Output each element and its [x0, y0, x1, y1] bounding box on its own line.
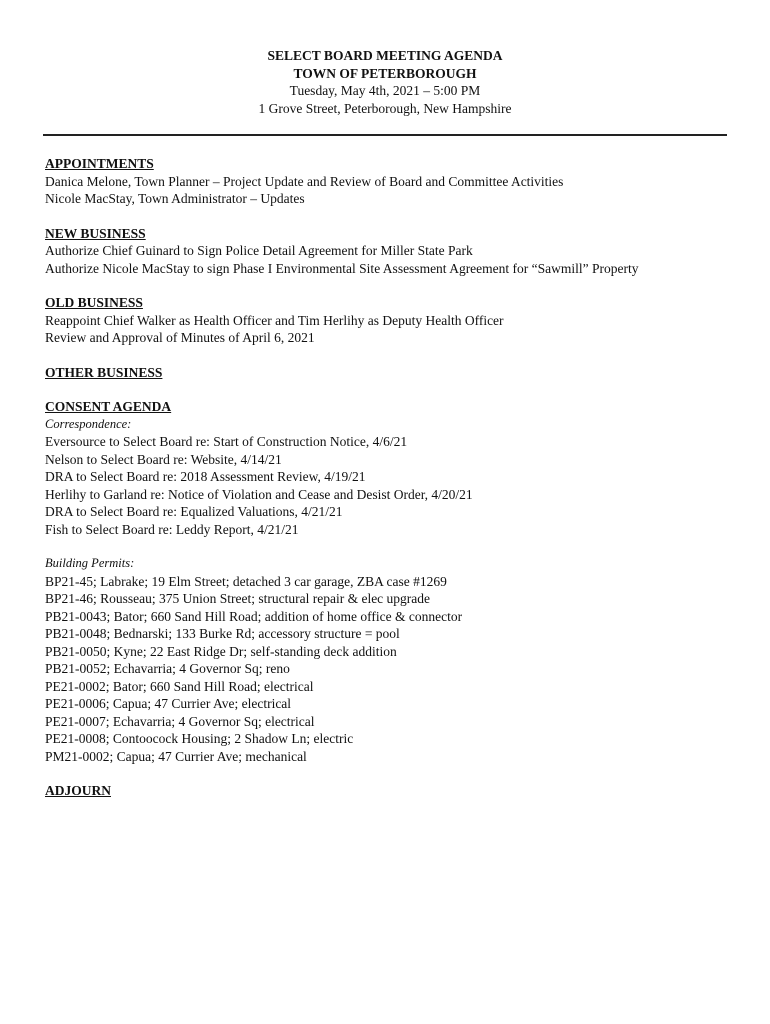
adjourn-heading: ADJOURN [45, 783, 111, 798]
header-divider [43, 134, 727, 136]
other-business-heading: OTHER BUSINESS [45, 364, 163, 380]
list-item: Reappoint Chief Walker as Health Officer and Tim Herlihy as Deputy Health Officer [45, 312, 504, 328]
list-item: PM21-0002; Capua; 47 Currier Ave; mechanical [45, 748, 307, 764]
list-item: PB21-0050; Kyne; 22 East Ridge Dr; self-standing deck addition [45, 643, 397, 659]
list-item: PE21-0007; Echavarria; 4 Governor Sq; electrical [45, 713, 315, 729]
old-business-heading: OLD BUSINESS [45, 295, 143, 310]
list-item: PE21-0002; Bator; 660 Sand Hill Road; electrical [45, 678, 314, 694]
list-item: Nicole MacStay, Town Administrator – Updates [45, 191, 305, 206]
list-item: Fish to Select Board re: Leddy Report, 4/21/21 [45, 521, 299, 537]
list-item: Nelson to Select Board re: Website, 4/14/21 [45, 451, 282, 467]
appointments-heading: APPOINTMENTS [45, 156, 154, 171]
other-business-section [45, 364, 735, 382]
list-item: PB21-0043; Bator; 660 Sand Hill Road; addition of home office & connector [45, 608, 463, 624]
list-item: PE21-0008; Contoocock Housing; 2 Shadow Ln; electric [45, 731, 354, 746]
town-name: TOWN OF PETERBOROUGH [293, 65, 477, 81]
agenda-title: SELECT BOARD MEETING AGENDA [267, 48, 503, 63]
new-business-heading: NEW BUSINESS [45, 225, 146, 241]
meeting-datetime: Tuesday, May 4th, 2021 – 5:00 PM [289, 83, 481, 98]
building-permits-label: Building Permits: [45, 556, 135, 570]
meeting-address: 1 Grove Street, Peterborough, New Hampshire [258, 100, 512, 116]
list-item: Authorize Nicole MacStay to sign Phase I Environmental Site Assessment Agreement for “Sawmill” Property [45, 260, 639, 276]
consent-agenda-section [45, 398, 735, 765]
appointments-section [45, 155, 735, 208]
list-item: PB21-0052; Echavarria; 4 Governor Sq; reno [45, 661, 290, 676]
adjourn-section [45, 782, 735, 800]
list-item: DRA to Select Board re: 2018 Assessment Review, 4/19/21 [45, 469, 366, 484]
consent-agenda-heading: CONSENT AGENDA [45, 399, 172, 414]
list-item: Herlihy to Garland re: Notice of Violation and Cease and Desist Order, 4/20/21 [45, 486, 473, 502]
list-item: DRA to Select Board re: Equalized Valuations, 4/21/21 [45, 504, 343, 519]
agenda-body [45, 155, 735, 817]
correspondence-label: Correspondence: [45, 416, 132, 431]
list-item: PE21-0006; Capua; 47 Currier Ave; electrical [45, 696, 292, 711]
list-item: Review and Approval of Minutes of April 6, 2021 [45, 330, 315, 345]
list-item: Eversource to Select Board re: Start of Construction Notice, 4/6/21 [45, 434, 408, 449]
new-business-section [45, 225, 735, 278]
list-item: BP21-45; Labrake; 19 Elm Street; detached 3 car garage, ZBA case #1269 [45, 573, 447, 589]
list-item: BP21-46; Rousseau; 375 Union Street; structural repair & elec upgrade [45, 591, 431, 606]
old-business-section [45, 294, 735, 347]
list-item: Authorize Chief Guinard to Sign Police Detail Agreement for Miller State Park [45, 243, 473, 258]
list-item: Danica Melone, Town Planner – Project Update and Review of Board and Committee Activities [45, 173, 564, 189]
agenda-header [0, 47, 770, 117]
list-item: PB21-0048; Bednarski; 133 Burke Rd; accessory structure = pool [45, 626, 400, 641]
